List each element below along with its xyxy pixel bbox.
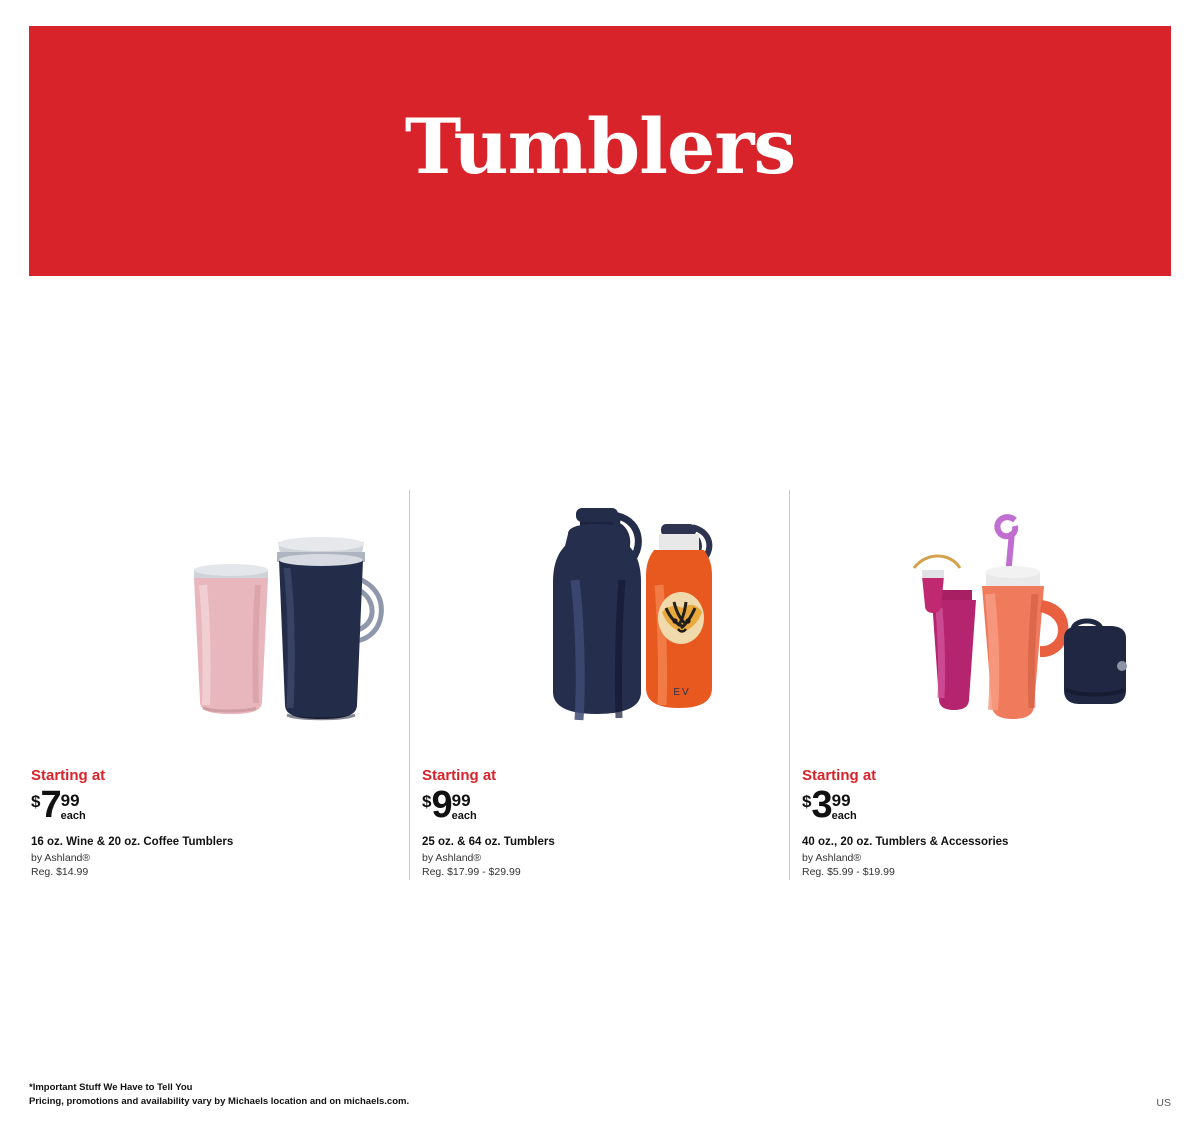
product-grid [29,490,1171,880]
product-brand-2: by Ashland® [422,851,482,864]
price-whole-2: 9 [431,784,452,827]
starting-at-label-1: Starting at [31,767,106,785]
product-brand-3: by Ashland® [802,851,862,864]
product-description-3: 40 oz., 20 oz. Tumblers & Accessories [802,836,1009,849]
product-regular-price-1: Reg. $14.99 [31,866,89,879]
product-image-3 [790,490,1170,752]
price-block-3 [790,767,1170,880]
product-card-1[interactable] [29,490,409,880]
product-card-3[interactable] [789,490,1169,880]
region-label: US [1156,1097,1171,1109]
price-3 [802,784,1170,827]
dollar-sign-1: $ [31,792,41,812]
legal-disclaimer [29,1081,409,1110]
product-description-2: 25 oz. & 64 oz. Tumblers [422,836,555,849]
product-image-2 [410,490,790,752]
svg-text:EV: EV [673,687,691,698]
dollar-sign-2: $ [422,792,432,812]
price-unit-2: each [451,810,477,823]
product-brand-1: by Ashland® [31,851,91,864]
price-2 [422,784,790,827]
page-banner [29,26,1171,276]
page-title: Tumblers [404,102,796,191]
price-1 [31,784,409,827]
product-card-2[interactable] [409,490,789,880]
product-regular-price-3: Reg. $5.99 - $19.99 [802,866,895,879]
starting-at-label-3: Starting at [802,767,877,785]
tumblers-illustration-2 [410,490,790,752]
price-whole-3: 3 [811,784,832,827]
price-cents-3: 99 [831,791,851,811]
tumblers-illustration-1 [29,490,409,752]
price-whole-1: 7 [40,784,61,827]
price-unit-1: each [60,810,86,823]
product-regular-price-2: Reg. $17.99 - $29.99 [422,866,521,879]
product-description-1: 16 oz. Wine & 20 oz. Coffee Tumblers [31,836,234,849]
tumblers-illustration-3 [790,490,1170,752]
legal-line-2: Pricing, promotions and availability vary by Michaels location and on michaels.com. [29,1095,410,1107]
starting-at-label-2: Starting at [422,767,497,785]
price-block-1 [29,767,409,880]
price-cents-1: 99 [60,791,80,811]
page-footer [29,1081,1171,1110]
price-cents-2: 99 [451,791,471,811]
price-block-2 [410,767,790,880]
product-image-1 [29,490,409,752]
legal-line-1: *Important Stuff We Have to Tell You [29,1081,193,1093]
dollar-sign-3: $ [802,792,812,812]
price-unit-3: each [831,810,857,823]
